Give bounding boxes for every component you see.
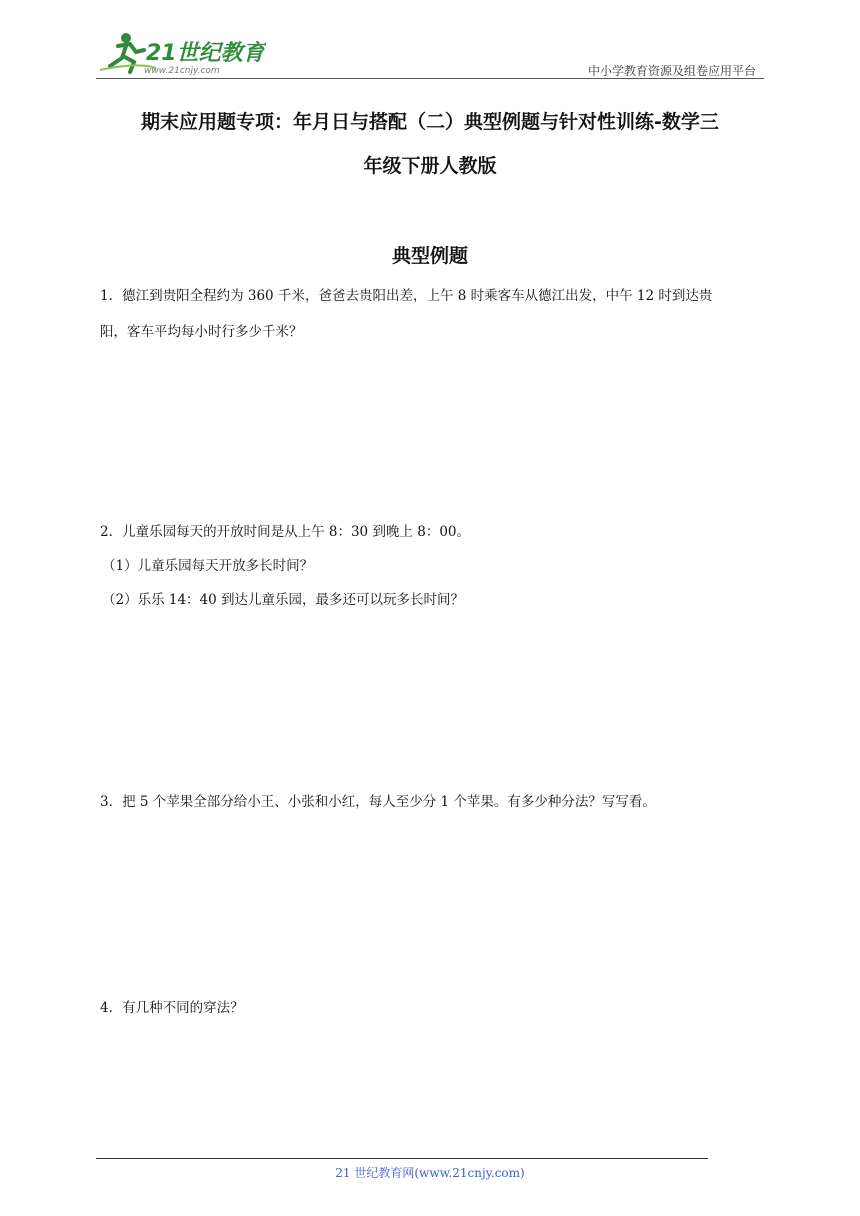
page-header — [96, 26, 764, 80]
logo-text: 21世纪教育 — [146, 41, 265, 66]
footer-text: 21 世纪教育网(www.21cnjy.com) — [335, 1166, 525, 1180]
header-divider — [96, 78, 764, 79]
question-2-sub-2: （2）乐乐 14：40 到达儿童乐园，最多还可以玩多长时间？ — [102, 592, 465, 608]
logo — [96, 26, 266, 78]
doc-title-line-2: 年级下册人教版 — [363, 155, 497, 177]
question-3-line-1: 3．把 5 个苹果全部分给小王、小张和小红，每人至少分 1 个苹果。有多少种分法？写写看。 — [100, 794, 656, 810]
logo-url: www.21cnjy.com — [144, 66, 220, 76]
doc-title-line-1: 期末应用题专项：年月日与搭配（二）典型例题与针对性训练-数学三 — [141, 111, 719, 133]
header-platform-text: 中小学教育资源及组卷应用平台 — [587, 64, 756, 78]
question-2-sub-1: （1）儿童乐园每天开放多长时间？ — [102, 558, 314, 574]
question-2-line-1: 2．儿童乐园每天的开放时间是从上午 8：30 到晚上 8：00。 — [100, 524, 470, 540]
question-1-line-2: 阳，客车平均每小时行多少千米？ — [100, 324, 303, 340]
section-title: 典型例题 — [391, 245, 468, 267]
question-4-line-1: 4．有几种不同的穿法？ — [100, 1000, 244, 1016]
runner-logo-icon — [96, 26, 266, 78]
question-1-line-1: 1．德江到贵阳全程约为 360 千米，爸爸去贵阳出差，上午 8 时乘客车从德江出发，中午 12 时到达贵 — [100, 288, 713, 304]
footer-divider — [96, 1158, 708, 1159]
